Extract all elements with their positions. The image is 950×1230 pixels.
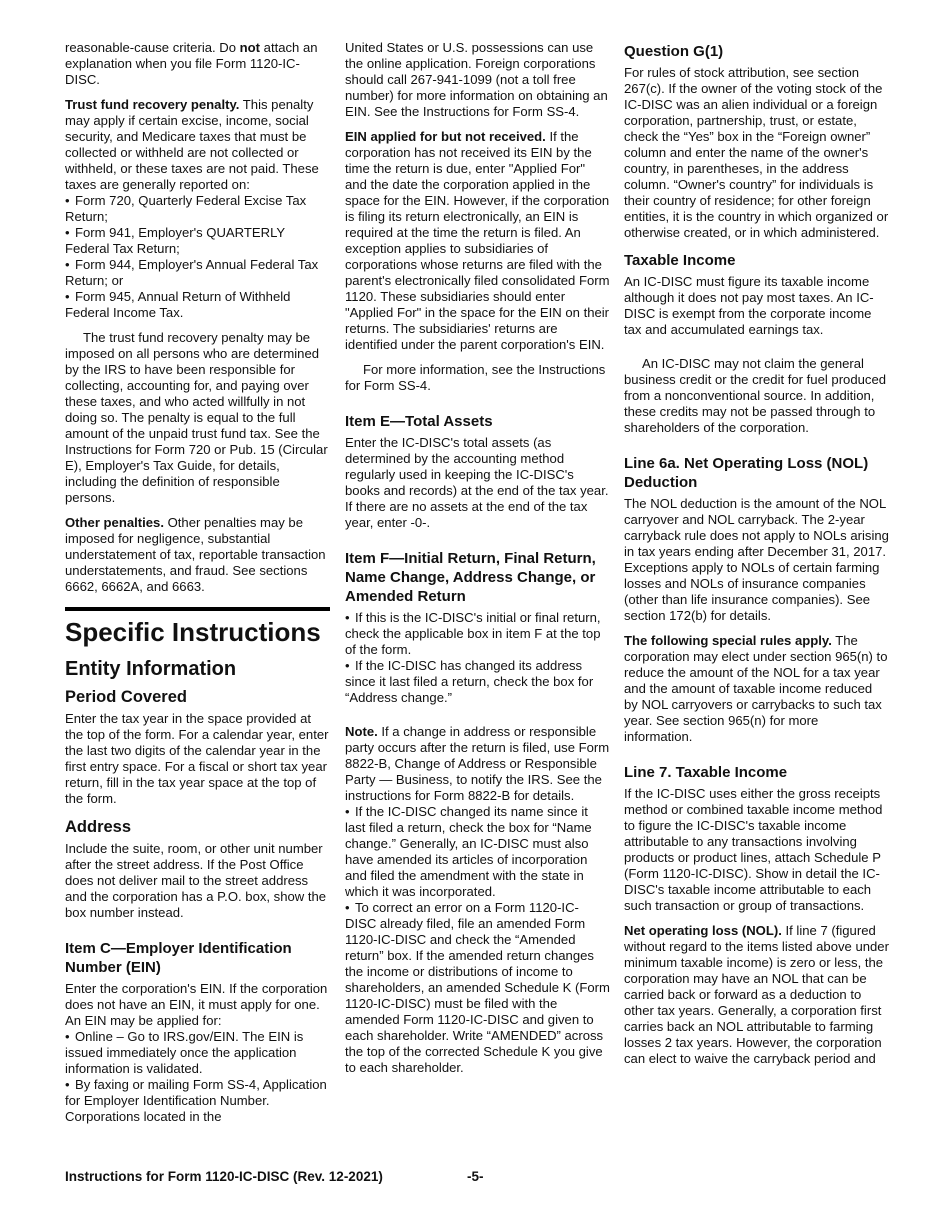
page-number: -5- <box>467 1169 484 1184</box>
run-in-heading: The following special rules apply. <box>624 633 832 648</box>
subsection-title: Period Covered <box>65 688 187 706</box>
run-in-heading: Other penalties. <box>65 515 164 530</box>
list-item: • Form 944, Employer's Annual Federal Tax Return; or <box>65 257 330 289</box>
footer-title: Instructions for Form 1120-IC-DISC (Rev. 12-2021) <box>65 1169 383 1184</box>
list-item: • Online – Go to IRS.gov/EIN. The EIN is issued immediately once the application information is validated. <box>65 1029 330 1077</box>
list-item: • Form 945, Annual Return of Withheld Federal Income Tax. <box>65 289 330 321</box>
subsection-title: Question G(1) <box>624 43 724 60</box>
paragraph: For rules of stock attribution, see section 267(c). If the owner of the voting stock of the IC-DISC was an alien individual or a foreign corporation, partnership, trust, or estate, check the “Yes” box in the “Foreign owner” column and enter the name of the owner's country, in parentheses, in the address column. “Owner's country” for individuals is their country of residence; for other foreign entities, it is the country in which organized or otherwise created, or in which administered. <box>624 65 889 240</box>
paragraph-note: Note. If a change in address or responsible party occurs after the return is filed, use Form 8822-B, Change of Address or Responsible Party — Business, to notify the IRS. See the instructions for Form 8822-B for details. <box>345 724 610 803</box>
subsection-title: Item F—Initial Return, Final Return, Name Change, Address Change, or Amended Return <box>345 550 596 605</box>
paragraph: reasonable-cause criteria. Do not attach an explanation when you file Form 1120-IC-DISC. <box>65 40 318 87</box>
paragraph-nol: Net operating loss (NOL). If line 7 (figured without regard to the items listed above under minimum taxable income) is zero or less, the corporation may have an NOL that can be carried back or forward as a deduction to other tax years. Generally, a corporation first carries back an NOL attributable to farming losses 2 tax years. However, the corporation can elect to waive the carryback period and <box>624 923 889 1066</box>
list-item: • If this is the IC-DISC's initial or final return, check the applicable box in item F at the top of the form. <box>345 610 610 658</box>
section-title: Entity Information <box>65 658 237 680</box>
paragraph: Enter the IC-DISC's total assets (as determined by the accounting method regularly used in keeping the IC-DISC's books and records) at the end of the tax year. If there are no assets at the end of the tax year, enter -0-. <box>345 435 609 530</box>
paragraph: If the IC-DISC uses either the gross receipts method or combined taxable income method to figure the IC-DISC's taxable income attributable to any transactions involving products or product lines, attach Schedule P (Form 1120-IC-DISC). Show in detail the IC-DISC's taxable income attributable to each such transaction or group of transactions. <box>624 786 883 913</box>
paragraph: The trust fund recovery penalty may be imposed on all persons who are determined by the IRS to have been responsible for collecting, accounting for, and paying over these taxes, and who acted willfully in not doing so. The penalty is equal to the full amount of the unpaid trust fund tax. See the Instructions for Form 720 or Pub. 15 (Circular E), Employer's Tax Guide, for details, including the definition of responsible persons. <box>65 330 328 505</box>
paragraph: Enter the tax year in the space provided at the top of the form. For a calendar year, enter the last two digits of the calendar year in the first entry space. For a fiscal or short tax year return, fill in the tax year space at the top of the form. <box>65 711 329 806</box>
paragraph: Enter the corporation's EIN. If the corporation does not have an EIN, it must apply for one. An EIN may be applied for: <box>65 981 328 1028</box>
column-right <box>624 40 889 1067</box>
subsection-title: Line 6a. Net Operating Loss (NOL) Deduction <box>624 455 869 491</box>
paragraph: The NOL deduction is the amount of the NOL carryover and NOL carryback. The 2-year carryback rule does not apply to NOLs arising in tax years ending after December 31, 2017. Exceptions apply to NOLs of certain farming losses and NOLs of insurance companies (other than life insurance companies). See section 172(b) for details. <box>624 496 889 623</box>
subsection-title: Address <box>65 818 132 836</box>
list-item: • To correct an error on a Form 1120-IC-DISC already filed, file an amended Form 1120-IC-DISC and check the “Amended return” box. If the amended return changes the income or distributions of income to shareholders, an amended Schedule K (Form 1120-IC-DISC) must be filed with the amended Form 1120-IC-DISC and given to each shareholder. Write “AMENDED” across the top of the corrected Schedule K you give to each shareholder. <box>345 900 610 1076</box>
paragraph-special-rules: The following special rules apply. The corporation may elect under section 965(n) to reduce the amount of the NOL for a tax year and the amount of taxable income reduced by NOL carryovers or carrybacks to such tax year. See section 965(n) for more information. <box>624 633 888 744</box>
paragraph-trust-fund: Trust fund recovery penalty. This penalty may apply if certain excise, income, social security, and Medicare taxes that must be collected or withheld are not collected or withheld, or these taxes are not paid. These taxes are generally reported on: <box>65 97 319 192</box>
run-in-heading: Net operating loss (NOL). <box>624 923 782 938</box>
paragraph: An IC-DISC must figure its taxable income although it does not pay most taxes. An IC-DISC is exempt from the corporate income tax and accumulated earnings tax. <box>624 274 874 337</box>
paragraph: An IC-DISC may not claim the general business credit or the credit for fuel produced from a nonconventional source. In addition, these credits may not be passed through to shareholders of the corporation. <box>624 356 887 435</box>
subsection-title: Line 7. Taxable Income <box>624 764 788 781</box>
paragraph: United States or U.S. possessions can use the online application. Foreign corporations should call 267-941-1099 (not a toll free number) for more information on obtaining an EIN. See the Instructions for Form SS-4. <box>345 40 608 119</box>
chapter-title: Specific Instructions <box>65 607 330 647</box>
paragraph: Include the suite, room, or other unit number after the street address. If the Post Office does not deliver mail to the street address and the corporation has a P.O. box, show the box number instead. <box>65 841 327 920</box>
subsection-title: Item C—Employer Identification Number (EIN) <box>65 940 292 976</box>
paragraph-ein: EIN applied for but not received. If the corporation has not received its EIN by the time the return is due, enter "Applied For" and the date the corporation applied in the space for the EIN. However, if the corporation is filing its return electronically, an EIN is required at the time the return is filed. An exception applies to subsidiaries of corporations whose returns are filed with the parent's electronically filed consolidated Form 1120. These subsidiaries should enter "Applied For" in the space for the EIN on their returns. The subsidiaries' returns are identified under the parent corporation's EIN. <box>345 129 610 352</box>
run-in-heading: Trust fund recovery penalty. <box>65 97 240 112</box>
paragraph-other-penalties: Other penalties. Other penalties may be imposed for negligence, substantial understatement of tax, reportable transaction understatements, and fraud. See sections 6662, 6662A, and 6663. <box>65 515 326 594</box>
paragraph: For more information, see the Instructions for Form SS-4. <box>345 362 606 393</box>
run-in-heading: Note. <box>345 724 378 739</box>
page-footer <box>65 1169 495 1184</box>
list-item: • Form 720, Quarterly Federal Excise Tax Return; <box>65 193 330 225</box>
list-item: • Form 941, Employer's QUARTERLY Federal Tax Return; <box>65 225 330 257</box>
column-left <box>65 40 330 1125</box>
list-item: • If the IC-DISC changed its name since it last filed a return, check the box for “Name change.” Generally, an IC-DISC must also have amended its articles of incorporation and filed the amendment with the state in which it was incorporated. <box>345 804 610 900</box>
list-item: • By faxing or mailing Form SS-4, Application for Employer Identification Number. Corporations located in the <box>65 1077 330 1125</box>
list-item: • If the IC-DISC has changed its address since it last filed a return, check the box for “Address change.” <box>345 658 610 706</box>
column-middle <box>345 40 610 1076</box>
run-in-heading: EIN applied for but not received. <box>345 129 546 144</box>
subsection-title: Taxable Income <box>624 252 736 269</box>
subsection-title: Item E—Total Assets <box>345 413 493 430</box>
